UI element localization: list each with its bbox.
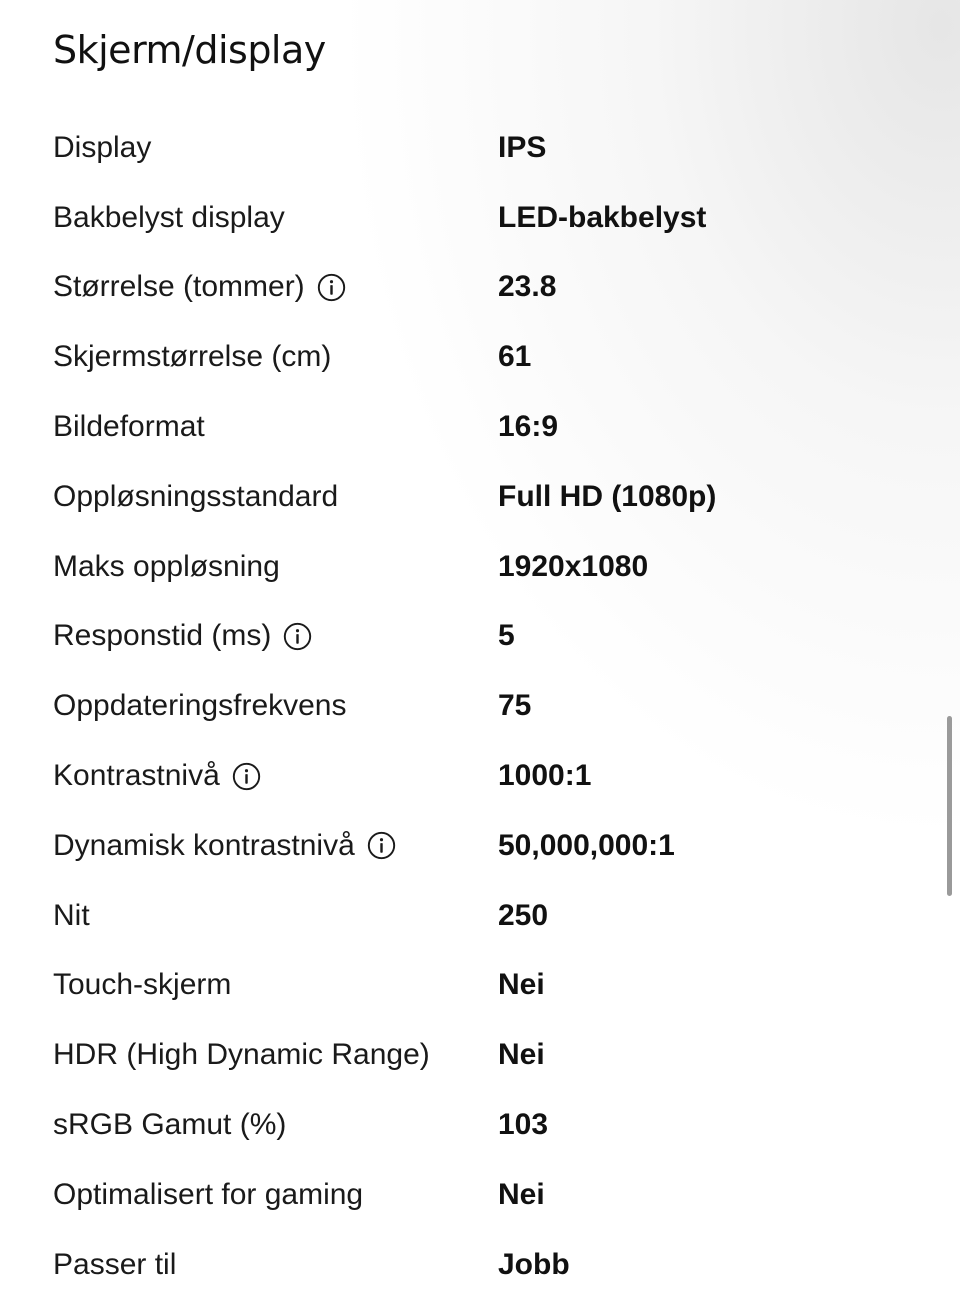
spec-row-size-inches [0, 253, 940, 323]
spec-value: 16:9 [498, 410, 559, 444]
spec-label-text: Bakbelyst display [53, 200, 285, 234]
spec-row-backlight [0, 183, 940, 253]
spec-list [0, 113, 940, 1300]
spec-label-text: Skjermstørrelse (cm) [53, 340, 332, 374]
spec-label [0, 968, 498, 1002]
spec-label-text: Maks oppløsning [53, 549, 280, 583]
spec-label-text: Nit [53, 898, 90, 932]
scrollbar-thumb[interactable] [947, 716, 952, 896]
spec-label [0, 410, 498, 444]
spec-row-size-cm [0, 322, 940, 392]
spec-value: 61 [498, 340, 532, 374]
spec-value: 1920x1080 [498, 549, 649, 583]
spec-label [0, 1108, 498, 1142]
spec-row-suitable-for [0, 1230, 940, 1300]
spec-label-text: Kontrastnivå [53, 759, 220, 793]
spec-value: 23.8 [498, 270, 557, 304]
spec-label [0, 829, 498, 863]
spec-value: 103 [498, 1108, 549, 1142]
spec-value: Nei [498, 1038, 545, 1072]
spec-value: Nei [498, 968, 545, 1002]
spec-value: Jobb [498, 1247, 570, 1281]
spec-label [0, 131, 498, 165]
spec-label [0, 689, 498, 723]
spec-label-text: Optimalisert for gaming [53, 1177, 364, 1211]
spec-value: Full HD (1080p) [498, 479, 717, 513]
info-circle-icon[interactable] [283, 622, 312, 651]
spec-label-text: Responstid (ms) [53, 619, 272, 653]
spec-row-srgb-gamut [0, 1090, 940, 1160]
info-circle-icon[interactable] [232, 762, 261, 791]
spec-label [0, 270, 498, 304]
spec-label-text: Dynamisk kontrastnivå [53, 828, 355, 862]
spec-value: LED-bakbelyst [498, 200, 707, 234]
spec-label [0, 340, 498, 374]
spec-label [0, 550, 498, 584]
spec-row-dynamic-contrast [0, 811, 940, 881]
spec-label-text: HDR (High Dynamic Range) [53, 1038, 430, 1072]
spec-label [0, 1038, 498, 1072]
spec-value: 250 [498, 898, 549, 932]
spec-row-hdr [0, 1020, 940, 1090]
spec-label [0, 1248, 498, 1282]
spec-label [0, 480, 498, 514]
spec-row-gaming [0, 1160, 940, 1230]
spec-value: 50,000,000:1 [498, 828, 675, 862]
spec-row-contrast [0, 741, 940, 811]
spec-label [0, 201, 498, 235]
spec-row-resolution-standard [0, 462, 940, 532]
spec-row-aspect-ratio [0, 392, 940, 462]
spec-row-max-resolution [0, 532, 940, 602]
spec-label-text: Bildeformat [53, 410, 205, 444]
spec-value: Nei [498, 1177, 545, 1211]
spec-label [0, 1178, 498, 1212]
spec-label-text: Passer til [53, 1247, 177, 1281]
spec-label-text: Størrelse (tommer) [53, 270, 305, 304]
spec-label-text: Display [53, 130, 152, 164]
spec-row-display [0, 113, 940, 183]
spec-value: 75 [498, 689, 532, 723]
spec-label-text: Oppløsningsstandard [53, 479, 339, 513]
spec-row-refresh-rate [0, 671, 940, 741]
spec-label [0, 619, 498, 653]
spec-row-response-time [0, 602, 940, 672]
spec-row-touchscreen [0, 951, 940, 1021]
spec-label-text: Oppdateringsfrekvens [53, 689, 347, 723]
info-circle-icon[interactable] [367, 831, 396, 860]
info-circle-icon[interactable] [317, 273, 346, 302]
spec-label [0, 899, 498, 933]
spec-label-text: sRGB Gamut (%) [53, 1108, 287, 1142]
spec-value: IPS [498, 130, 547, 164]
spec-value: 5 [498, 619, 515, 653]
section-title: Skjerm/display [53, 28, 326, 72]
spec-label [0, 759, 498, 793]
spec-label-text: Touch-skjerm [53, 968, 232, 1002]
spec-value: 1000:1 [498, 759, 592, 793]
spec-row-nit [0, 881, 940, 951]
